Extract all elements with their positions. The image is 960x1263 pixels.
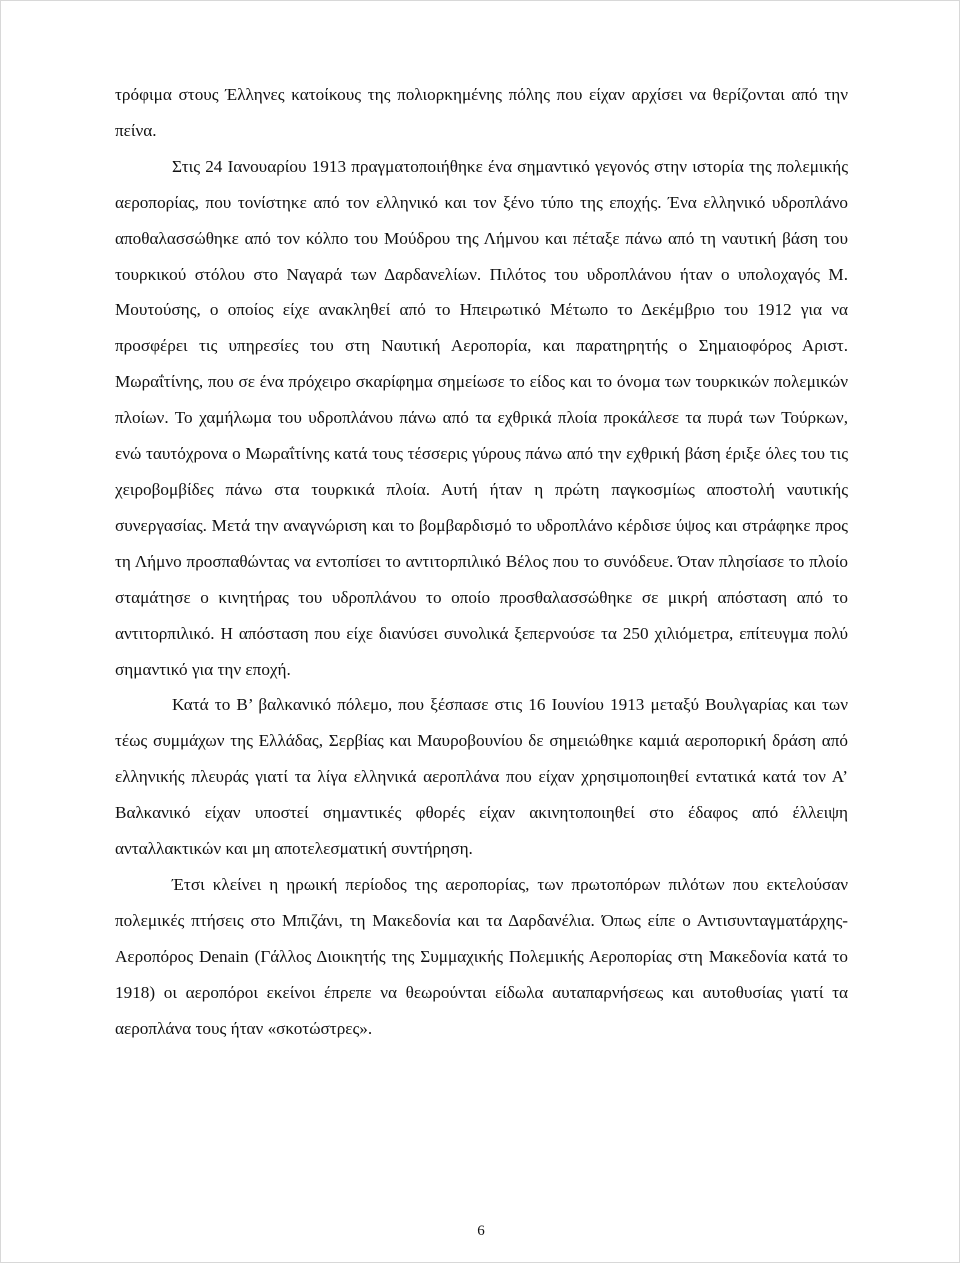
- paragraph-2: Στις 24 Ιανουαρίου 1913 πραγματοποιήθηκε ένα σημαντικό γεγονός στην ιστορία της πολεμικής αεροπορίας, που τονίστηκε από τον ελληνικό και τον ξένο τύπο της εποχής. Ένα ελληνικό υδροπλάνο αποθαλασσώθηκε από τον κόλπο του Μούδρου της Λήμνου και πέταξε πάνω από τη ναυτική βάση του τουρκικού στόλου στο Ναγαρά των Δαρδανελίων. Πιλότος του υδροπλάνου ήταν ο υπολοχαγός Μ. Μουτούσης, ο οποίος είχε ανακληθεί από το Ηπειρωτικό Μέτωπο το Δεκέμβριο του 1912 για να προσφέρει τις υπηρεσίες του στη Ναυτική Αεροπορία, και παρατηρητής ο Σημαιοφόρος Αριστ. Μωραΐτίνης, που σε ένα πρόχειρο σκαρίφημα σημείωσε το είδος και το όνομα των τουρκικών πολεμικών πλοίων. Το χαμήλωμα του υδροπλάνου πάνω από τα εχθρικά πλοία προκάλεσε τα πυρά των Τούρκων, ενώ ταυτόχρονα ο Μωραΐτίνης κατά τους τέσσερις γύρους πάνω από την εχθρική βάση έριξε όλες του τις χειροβομβίδες πάνω στα τουρκικά πλοία. Αυτή ήταν η πρώτη παγκοσμίως αποστολή ναυτικής συνεργασίας. Μετά την αναγνώριση και το βομβαρδισμό το υδροπλάνο κέρδισε ύψος και στράφηκε προς τη Λήμνο προσπαθώντας να εντοπίσει το αντιτορπιλικό Βέλος που το συνόδευε. Όταν πλησίασε το πλοίο σταμάτησε ο κινητήρας του υδροπλάνου το οποίο προσθαλασσώθηκε σε μικρή απόσταση από το αντιτορπιλικό. Η απόσταση που είχε διανύσει συνολικά ξεπερνούσε τα 250 χιλιόμετρα, επίτευγμα πολύ σημαντικό για την εποχή.: [115, 156, 848, 679]
- paragraph-1: τρόφιμα στους Έλληνες κατοίκους της πολιορκημένης πόλης που είχαν αρχίσει να θερίζονται από την πείνα.: [115, 85, 848, 140]
- paragraph-3: Κατά το Β’ βαλκανικό πόλεμο, που ξέσπασε στις 16 Ιουνίου 1913 μεταξύ Βουλγαρίας και των τέως συμμάχων της Ελλάδας, Σερβίας και Μαυροβουνίου δε σημειώθηκε καμιά αεροπορική δράση από ελληνικής πλευράς γιατί τα λίγα ελληνικά αεροπλάνα που είχαν χρησιμοποιηθεί εντατικά κατά τον Α’ Βαλκανικό είχαν υποστεί σημαντικές φθορές είχαν ακινητοποιηθεί στο έδαφος από έλλειψη ανταλλακτικών και μη αποτελεσματική συντήρηση.: [115, 695, 848, 859]
- document-body: [115, 77, 848, 1046]
- page-number: 6: [477, 1223, 485, 1239]
- paragraph-4: Έτσι κλείνει η ηρωική περίοδος της αεροπορίας, των πρωτοπόρων πιλότων που εκτελούσαν πολεμικές πτήσεις στο Μπιζάνι, τη Μακεδονία και τα Δαρδανέλια. Όπως είπε ο Αντισυνταγματάρχης-Αεροπόρος Denain (Γάλλος Διοικητής της Συμμαχικής Πολεμικής Αεροπορίας στη Μακεδονία κατά το 1918) οι αεροπόροι εκείνοι έπρεπε να θεωρούνται είδωλα αυταπαρνήσεως και αυτοθυσίας γιατί τα αεροπλάνα τους ήταν «σκοτώστρες».: [115, 874, 848, 1038]
